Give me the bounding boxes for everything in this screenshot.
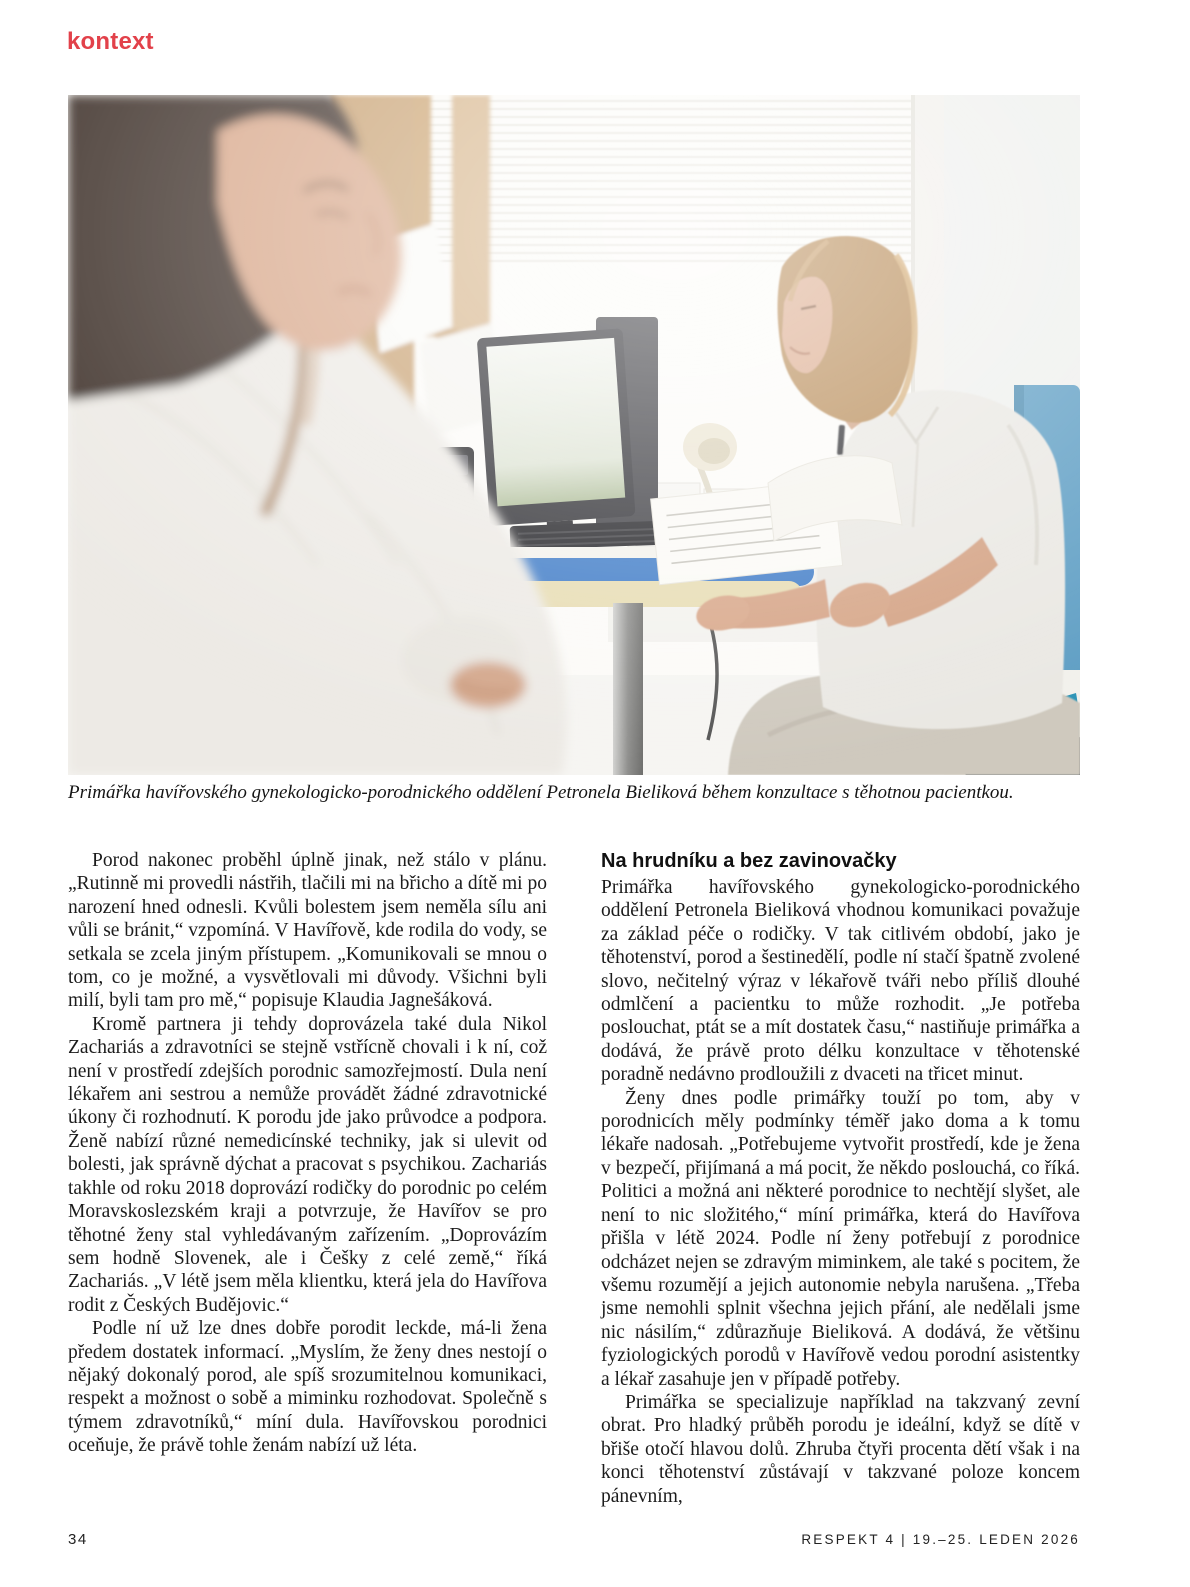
- column-right: [601, 849, 1080, 1508]
- subsection-heading: Na hrudníku a bez zavinovačky: [601, 850, 897, 872]
- consultation-photo-illustration: [68, 95, 1080, 775]
- photo-caption: Primářka havířovského gynekologicko-porodnického oddělení Petronela Bieliková během konzultace s těhotnou pacientkou.: [68, 782, 1014, 803]
- page-footer: [68, 1531, 1080, 1548]
- paragraph: Primářka se specializuje například na takzvaný zevní obrat. Pro hladký průběh porodu je ideální, když se dítě v břiše otočí hlavou dolů. Zhruba čtyři procenta dětí však i na konci těhotenství zůstávají v takzvané poloze koncem pánevním,: [601, 1391, 1080, 1507]
- page-number: 34: [68, 1531, 88, 1548]
- issue-info: RESPEKT 4 | 19.–25. LEDEN 2026: [801, 1532, 1080, 1547]
- article-photo: [68, 95, 1080, 804]
- paragraph: Ženy dnes podle primářky touží po tom, aby v porodnicích měly podmínky téměř jako doma a k tomu lékaře nadosah. „Potřebujeme vytvořit prostředí, kde je žena v bezpečí, přijímaná a má pocit, že někdo poslouchá, co říká. Politici a možná ani některé porodnice to nechtějí slyšet, ale není to nic složitého,“ míní primářka, která do Havířova přišla v létě 2024. Podle ní ženy potřebují z porodnice odcházet nejen se zdravým miminkem, ale také s pocitem, že všemu rozumějí a jejich autonomie nebyla narušena. „Třeba jsme nemohli splnit všechna jejich přání, ale nedělali jsme nic násilím,“ zdůrazňuje Bieliková. A dodává, že většinu fyziologických porodů v Havířově vedou porodní asistentky a lékař zasahuje jen v případě potřeby.: [601, 1087, 1080, 1390]
- paragraph: Primářka havířovského gynekologicko-porodnického oddělení Petronela Bieliková vhodnou komunikaci považuje za základ péče o rodičky. V tak citlivém období, jako je těhotenství, porod a šestinedělí, podle ní stačí špatně zvolené slovo, nečitelný výraz v lékařově tváři nebo příliš dlouhé odmlčení a pacientku to může rozhodit. „Je potřeba poslouchat, ptát se a mít dostatek času,“ nastiňuje primářka a dodává, že právě proto délku konzultace v těhotenské poradně nedávno prodloužili z dvaceti na třicet minut.: [601, 877, 1080, 1086]
- article-body: [68, 849, 1080, 1508]
- paragraph: Porod nakonec proběhl úplně jinak, než stálo v plánu. „Rutinně mi provedli nástřih, tlačili mi na břicho a dítě mi po narození hned odnesli. Kvůli bolestem jsem neměla sílu ani vůli se bránit,“ vzpomíná. V Havířově, kde rodila do vody, se setkala se zcela jiným přístupem. „Komunikovali se mnou o tom, co je možné, a vysvětlovali mi důvody. Všichni byli milí, byli tam pro mě,“ popisuje Klaudia Jagnešáková.: [68, 850, 547, 1012]
- column-left: [68, 849, 547, 1508]
- paragraph: Kromě partnera ji tehdy doprovázela také dula Nikol Zachariás a zdravotníci se stejně vstřícně chovali i k ní, což není v prostředí zdejších porodnic samozřejmostí. Dula není lékařem ani sestrou a nemůže provádět žádné zdravotnické úkony či rozhodnutí. K porodu jde jako průvodce a podpora. Ženě nabízí různé nemedicínské techniky, jak si ulevit od bolesti, jak správně dýchat a pracovat s psychikou. Zachariás takhle od roku 2018 doprovází rodičky do porodnic po celém Moravskoslezském kraji a potvrzuje, že Havířov se pro těhotné ženy stal vyhledávaným zařízením. „Doprovázím sem hodně Slovenek, ale i Češky z celé země,“ říká Zachariás. „V létě jsem měla klientku, která jela do Havířova rodit z Českých Budějovic.“: [68, 1013, 547, 1316]
- section-label: kontext: [67, 28, 154, 55]
- paragraph: Podle ní už lze dnes dobře porodit leckde, má-li žena předem dostatek informací. „Myslím, že ženy dnes nestojí o nějaký dokonalý porod, ale spíš srozumitelnou komunikaci, respekt a možnost o sobě a miminku rozhodovat. Společně s týmem zdravotníků,“ míní dula. Havířovskou porodnici oceňuje, že právě tohle ženám nabízí už léta.: [68, 1318, 547, 1457]
